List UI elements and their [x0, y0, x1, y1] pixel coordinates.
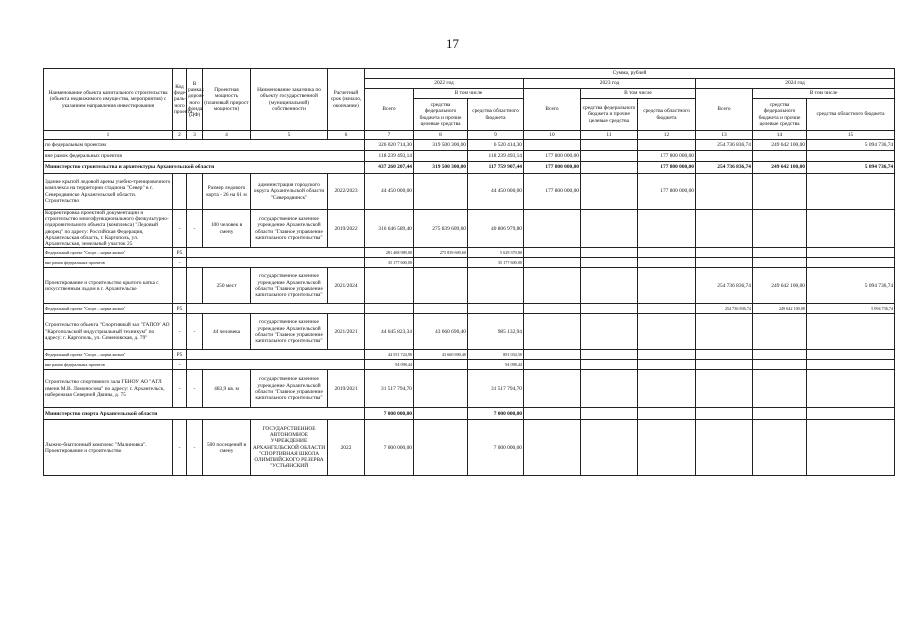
road-fund-flag: - [187, 314, 203, 350]
capacity: 250 мест [203, 268, 251, 304]
amount-cell: 118 239 493,14 [365, 151, 414, 162]
amount-cell: 44 450 000,00 [365, 174, 414, 210]
project-code: P5 [173, 304, 187, 314]
amount-cell [696, 408, 753, 420]
header-code: Код феде-раль-ного проекта [173, 69, 187, 131]
amount-cell [753, 210, 807, 248]
amount-cell: 177 800 000,00 [524, 162, 581, 174]
amount-cell: 319 500 300,00 [414, 162, 468, 174]
amount-cell: 31 517 794,70 [468, 370, 524, 408]
amount-cell [581, 314, 638, 350]
amount-cell [581, 360, 638, 370]
amount-cell: 249 642 100,00 [753, 304, 807, 314]
amount-cell: 985 132,94 [468, 314, 524, 350]
object-name: Здание крытой ледовой арены учебно-тренировочного комплекса на территории стадиона "Север" в г. Северодвинске Архангельской области. Строительство [44, 174, 173, 210]
amount-cell [524, 140, 581, 151]
empty-cell [187, 304, 365, 314]
amount-cell [524, 360, 581, 370]
project-code: - [173, 420, 187, 476]
header-incl-2023: В том числе [581, 89, 696, 99]
amount-cell: 319 500 300,00 [414, 140, 468, 151]
amount-cell [696, 370, 753, 408]
project-code [173, 174, 187, 210]
amount-cell: 437 260 207,44 [365, 162, 414, 174]
customer: государственное казенное учреждение Архангельской области "Главное управление капитального строительства" [251, 268, 328, 304]
amount-cell [807, 408, 895, 420]
customer: государственное казенное учреждение Архангельской области "Главное управление капитального строительства" [251, 370, 328, 408]
amount-cell: 254 736 836,74 [696, 162, 753, 174]
amount-cell [365, 304, 414, 314]
amount-cell: 5 094 736,74 [807, 162, 895, 174]
amount-cell [638, 350, 696, 360]
amount-cell [696, 248, 753, 258]
header-total-2024: Всего [696, 89, 753, 131]
header-incl-2022: В том числе [414, 89, 524, 99]
amount-cell [807, 360, 895, 370]
project-code: - [173, 370, 187, 408]
amount-cell: 118 239 493,14 [468, 151, 524, 162]
amount-cell [581, 258, 638, 268]
amount-cell [638, 304, 696, 314]
capacity: Размер ледового корта - 26 на 61 м [203, 174, 251, 210]
amount-cell [414, 370, 468, 408]
amount-cell [807, 350, 895, 360]
amount-cell: 44 551 724,90 [365, 350, 414, 360]
project-code: P5 [173, 248, 187, 258]
amount-cell [696, 314, 753, 350]
amount-cell [638, 370, 696, 408]
amount-cell [581, 268, 638, 304]
row-label: по федеральным проектам [44, 140, 365, 151]
amount-cell [638, 408, 696, 420]
amount-cell [696, 350, 753, 360]
amount-cell [524, 210, 581, 248]
amount-cell: 254 736 836,74 [696, 268, 753, 304]
amount-cell [638, 248, 696, 258]
amount-cell [468, 304, 524, 314]
amount-cell: 7 000 000,00 [365, 408, 414, 420]
amount-cell [807, 151, 895, 162]
amount-cell [581, 420, 638, 476]
table-row [44, 174, 895, 210]
amount-cell [638, 268, 696, 304]
empty-cell [187, 258, 365, 268]
period: 2021/2024 [328, 268, 365, 304]
amount-cell: 177 800 000,00 [638, 174, 696, 210]
amount-cell [524, 408, 581, 420]
header-period: Расчетный срок (начало, окончание) [328, 69, 365, 131]
amount-cell: 31 517 794,70 [365, 370, 414, 408]
amount-cell [524, 258, 581, 268]
road-fund-flag [187, 268, 203, 304]
amount-cell: 7 000 000,00 [468, 408, 524, 420]
amount-cell [414, 174, 468, 210]
header-total-2023: Всего [524, 89, 581, 131]
amount-cell [696, 420, 753, 476]
header-reg-2022: средства областного бюджета [468, 99, 524, 131]
amount-cell [807, 314, 895, 350]
table-row [44, 162, 895, 174]
object-name: Строительство объекта "Спортивный зал "ГАПОУ АО "Каргопольский индустриальный техникум" по адресу: г. Каргополь, ул. Семеновская, д. 79" [44, 314, 173, 350]
capacity: 483,9 кв. м [203, 370, 251, 408]
object-name: Лыжно-биатлонный комплекс "Малиновка". Проектирование и строительство [44, 420, 173, 476]
amount-cell [753, 151, 807, 162]
col-number: 12 [638, 131, 696, 140]
header-name: Наименование объекта капитального строительства (объекта недвижимого имущества, мероприятия) с указанием направления инвестирования [44, 69, 173, 131]
amount-cell [581, 304, 638, 314]
amount-cell [696, 360, 753, 370]
customer: государственное казенное учреждение Архангельской области "Главное управление капитального строительства" [251, 314, 328, 350]
project-code: - [173, 360, 187, 370]
amount-cell [524, 304, 581, 314]
table-row [44, 304, 895, 314]
amount-cell [581, 162, 638, 174]
header-reg-2023: средства областного бюджета [638, 99, 696, 131]
col-number: 1 [44, 131, 173, 140]
header-incl-2024: В том числе [753, 89, 895, 99]
amount-cell: 249 642 100,00 [753, 140, 807, 151]
amount-cell: 254 736 836,74 [696, 304, 753, 314]
road-fund-flag [187, 174, 203, 210]
col-number: 8 [414, 131, 468, 140]
amount-cell [581, 174, 638, 210]
amount-cell [638, 210, 696, 248]
amount-cell [581, 248, 638, 258]
period: 2019/2021 [328, 370, 365, 408]
col-number: 9 [468, 131, 524, 140]
amount-cell [581, 350, 638, 360]
period: 2019/2022 [328, 210, 365, 248]
amount-cell [753, 370, 807, 408]
amount-cell [414, 360, 468, 370]
col-number: 2 [173, 131, 187, 140]
amount-cell [753, 314, 807, 350]
amount-cell [807, 174, 895, 210]
amount-cell [581, 210, 638, 248]
header-sum: Сумма, рублей [365, 69, 895, 79]
amount-cell [414, 268, 468, 304]
amount-cell [696, 258, 753, 268]
table-row [44, 408, 895, 420]
header-capacity: Проектная мощность (плановый прирост мощности) [203, 69, 251, 131]
capacity: 500 посещений в смену [203, 420, 251, 476]
amount-cell: 891 034,50 [468, 350, 524, 360]
amount-cell [524, 268, 581, 304]
amount-cell: 94 098,44 [365, 360, 414, 370]
amount-cell [696, 210, 753, 248]
road-fund-flag: - [187, 370, 203, 408]
amount-cell [807, 258, 895, 268]
table-row [44, 210, 895, 248]
amount-cell [696, 174, 753, 210]
amount-cell: 275 839 609,60 [414, 210, 468, 248]
header-reg-2024: средства областного бюджета [807, 99, 895, 131]
table-row [44, 258, 895, 268]
amount-cell [468, 268, 524, 304]
customer: государственное казенное учреждение Архангельской области "Главное управление капитального строительства" [251, 210, 328, 248]
amount-cell [696, 151, 753, 162]
amount-cell [581, 151, 638, 162]
amount-cell [807, 210, 895, 248]
amount-cell: 275 839 609,60 [414, 248, 468, 258]
amount-cell: 117 759 907,44 [468, 162, 524, 174]
road-fund-flag: - [187, 210, 203, 248]
section-title: Министерство спорта Архангельской области [44, 408, 365, 420]
amount-cell: 177 800 000,00 [524, 174, 581, 210]
amount-cell: 44 645 823,34 [365, 314, 414, 350]
amount-cell: 249 642 100,00 [753, 268, 807, 304]
amount-cell: 5 629 379,80 [468, 248, 524, 258]
amount-cell: 316 646 589,40 [365, 210, 414, 248]
table-row [44, 350, 895, 360]
capacity: 100 человек в смену [203, 210, 251, 248]
amount-cell: 326 020 714,30 [365, 140, 414, 151]
amount-cell: 254 736 836,74 [696, 140, 753, 151]
amount-cell [638, 140, 696, 151]
header-customer: Наименование заказчика по объекту государственной (муниципальной) собственности [251, 69, 328, 131]
amount-cell [753, 420, 807, 476]
amount-cell [638, 420, 696, 476]
row-label: вне рамок федеральных проектов [44, 258, 173, 268]
road-fund-flag: - [187, 420, 203, 476]
object-name: Проектирование и строительство крытого катка с искусственным льдом в г. Архангельске [44, 268, 173, 304]
amount-cell: 43 660 690,40 [414, 314, 468, 350]
amount-cell [524, 350, 581, 360]
amount-cell [414, 408, 468, 420]
project-code: - [173, 258, 187, 268]
amount-cell [638, 314, 696, 350]
amount-cell [753, 258, 807, 268]
row-label: Федеральный проект "Спорт – норма жизни" [44, 304, 173, 314]
table-row [44, 268, 895, 304]
amount-cell [524, 420, 581, 476]
amount-cell [581, 140, 638, 151]
col-number: 10 [524, 131, 581, 140]
amount-cell [753, 360, 807, 370]
header-fed-2023: средства федерального бюджета и прочие целевые средства [581, 99, 638, 131]
period: 2022/2023 [328, 174, 365, 210]
amount-cell [414, 151, 468, 162]
customer: ГОСУДАРСТВЕННОЕ АВТОНОМНОЕ УЧРЕЖДЕНИЕ АРХАНГЕЛЬСКОЙ ОБЛАСТИ "СПОРТИВНАЯ ШКОЛА ОЛИМПИЙСКОГО РЕЗЕРВА "УСТЬЯНСКИЙ [251, 420, 328, 476]
row-label: вне рамок федеральных проектов [44, 360, 173, 370]
period: 2021/2021 [328, 314, 365, 350]
col-number: 13 [696, 131, 753, 140]
header-df: В рамках дорож-ного фонда (ДФ) [187, 69, 203, 131]
amount-cell: 44 450 000,00 [468, 174, 524, 210]
table-row [44, 248, 895, 258]
amount-cell [753, 248, 807, 258]
table-row [44, 151, 895, 162]
col-number: 15 [807, 131, 895, 140]
amount-cell: 5 094 736,74 [807, 140, 895, 151]
page-number: 17 [446, 36, 459, 51]
amount-cell [753, 174, 807, 210]
amount-cell: 177 800 000,00 [638, 162, 696, 174]
col-number: 7 [365, 131, 414, 140]
amount-cell [365, 268, 414, 304]
col-number: 14 [753, 131, 807, 140]
amount-cell [581, 370, 638, 408]
section-title: Министерство строительства и архитектуры Архангельской области [44, 162, 365, 174]
amount-cell [414, 304, 468, 314]
amount-cell: 7 000 000,00 [468, 420, 524, 476]
header-fed-2022: средства федерального бюджета и прочие целевые средства [414, 99, 468, 131]
amount-cell [414, 258, 468, 268]
header-year-2022: 2022 год [365, 79, 524, 89]
amount-cell [807, 420, 895, 476]
amount-cell [753, 350, 807, 360]
project-code: - [173, 314, 187, 350]
col-number: 4 [203, 131, 251, 140]
object-name: Строительство спортивного зала ГБНОУ АО "АГЛ имени М.В. Ломоносова" по адресу: г. Архангельск, набережная Северной Двины, д. 75 [44, 370, 173, 408]
amount-cell: 7 000 000,00 [365, 420, 414, 476]
amount-cell [524, 370, 581, 408]
table-row [44, 420, 895, 476]
col-number: 11 [581, 131, 638, 140]
amount-cell [524, 314, 581, 350]
amount-cell: 177 800 000,00 [638, 151, 696, 162]
table-row [44, 360, 895, 370]
amount-cell: 249 642 100,00 [753, 162, 807, 174]
amount-cell: 5 094 736,74 [807, 268, 895, 304]
project-code: - [173, 210, 187, 248]
project-code [173, 268, 187, 304]
table-row [44, 370, 895, 408]
table-row [44, 314, 895, 350]
amount-cell: 35 177 600,00 [468, 258, 524, 268]
row-label: Федеральный проект "Спорт – норма жизни" [44, 248, 173, 258]
empty-cell [187, 248, 365, 258]
amount-cell [807, 370, 895, 408]
amount-cell [807, 248, 895, 258]
amount-cell: 177 800 000,00 [524, 151, 581, 162]
amount-cell: 94 098,44 [468, 360, 524, 370]
header-year-2023: 2023 год [524, 79, 696, 89]
period: 2022 [328, 420, 365, 476]
empty-cell [187, 350, 365, 360]
row-label: вне рамок федеральных проектов [44, 151, 365, 162]
amount-cell [524, 248, 581, 258]
header-total-2022: Всего [365, 89, 414, 131]
header-year-2024: 2024 год [696, 79, 895, 89]
amount-cell: 35 177 600,00 [365, 258, 414, 268]
project-code: P5 [173, 350, 187, 360]
amount-cell [638, 360, 696, 370]
amount-cell: 281 468 989,00 [365, 248, 414, 258]
object-name: Корректировка проектной документации и строительство многофункционального физкультурно-оздоровительного объекта (комплекса) "Ледовый дворец" по адресу: Российская Федерация, Архангельская область, г. Каргополь, ул. Архангельская, земельный участок 25 [44, 210, 173, 248]
col-number: 3 [187, 131, 203, 140]
empty-cell [187, 360, 365, 370]
amount-cell [414, 420, 468, 476]
capacity: 44 человека [203, 314, 251, 350]
col-number: 6 [328, 131, 365, 140]
customer: администрация городского округа Архангельской области "Северодвинск" [251, 174, 328, 210]
amount-cell: 43 660 690,40 [414, 350, 468, 360]
col-number: 5 [251, 131, 328, 140]
amount-cell: 5 094 736,74 [807, 304, 895, 314]
amount-cell: 6 520 414,30 [468, 140, 524, 151]
amount-cell [581, 408, 638, 420]
amount-cell [753, 408, 807, 420]
row-label: Федеральный проект "Спорт – норма жизни" [44, 350, 173, 360]
amount-cell: 40 806 979,80 [468, 210, 524, 248]
investment-table [43, 68, 895, 476]
header-fed-2024: средства федерального бюджета и прочие целевые средства [753, 99, 807, 131]
amount-cell [638, 258, 696, 268]
table-row [44, 140, 895, 151]
